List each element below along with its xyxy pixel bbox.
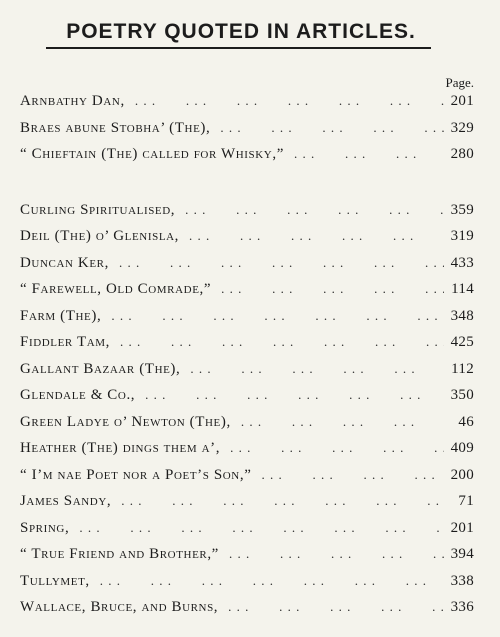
dot-leader — [220, 435, 444, 462]
dot-leader — [179, 223, 444, 250]
index-entry — [20, 541, 474, 568]
entry-page-number: 319 — [450, 228, 474, 244]
entry-page-number: 409 — [450, 440, 474, 456]
entry-title: Duncan Ker, — [20, 254, 109, 271]
entry-page-number: 433 — [450, 254, 474, 271]
dot-leader — [90, 568, 444, 595]
dot-leader — [251, 462, 444, 489]
index-entry — [20, 250, 474, 277]
entry-title: Farm (The), — [20, 307, 102, 324]
entry-title: “ True Friend and Brother,” — [20, 546, 219, 562]
index-entry — [20, 276, 474, 303]
index-entry — [20, 356, 474, 383]
entry-title: “ I’m nae Poet nor a Poet’s Son,” — [20, 466, 252, 483]
index-entry — [20, 568, 474, 595]
title-underline — [46, 47, 431, 49]
dot-leader — [135, 382, 444, 409]
entry-page-number: 114 — [451, 281, 474, 297]
entry-page-number: 338 — [450, 572, 474, 589]
entry-page-number: 394 — [450, 546, 474, 562]
entry-title: Deil (The) o’ Glenisla, — [20, 228, 180, 244]
dot-leader — [109, 250, 444, 277]
dot-leader — [210, 115, 444, 142]
entry-page-number: 71 — [458, 493, 474, 509]
entry-page-number: 46 — [458, 413, 474, 430]
dot-leader — [111, 488, 444, 515]
entry-title: Gallant Bazaar (The), — [20, 360, 181, 377]
entry-title: Glendale & Co., — [20, 387, 136, 403]
entry-title: Curling Spiritualised, — [20, 201, 176, 218]
index-entry — [20, 115, 474, 142]
index-entry — [20, 329, 474, 356]
dot-leader — [218, 594, 444, 621]
index-entry — [20, 382, 474, 409]
dot-leader — [110, 329, 444, 356]
entry-page-number: 336 — [450, 599, 474, 615]
dot-leader — [211, 276, 444, 303]
entry-page-number: 348 — [450, 307, 474, 324]
entry-title: Tullymet, — [20, 572, 90, 589]
entry-title: Fiddler Tam, — [20, 334, 110, 350]
page-column-header: Page. — [445, 75, 474, 90]
entry-title: James Sandy, — [20, 493, 112, 509]
entry-page-number: 329 — [450, 119, 474, 136]
index-entry — [20, 88, 474, 115]
dot-leader — [69, 515, 444, 542]
entry-title: Wallace, Bruce, and Burns, — [20, 599, 219, 615]
entry-page-number: 350 — [450, 387, 474, 403]
page-title: POETRY QUOTED IN ARTICLES. — [66, 20, 416, 43]
dot-leader — [231, 409, 444, 436]
entry-page-number: 425 — [450, 334, 474, 350]
entry-page-number: 359 — [450, 201, 474, 218]
dot-leader — [175, 197, 444, 224]
entry-list — [20, 88, 474, 621]
entry-page-number: 112 — [451, 360, 474, 377]
index-entry — [20, 303, 474, 330]
entry-title: “ Chieftain (The) called for Whisky,” — [20, 146, 284, 162]
entry-title: Braes abune Stobha’ (The), — [20, 119, 211, 136]
dot-leader — [180, 356, 444, 383]
index-entry — [20, 435, 474, 462]
dot-leader — [101, 303, 444, 330]
index-entry — [20, 409, 474, 436]
index-entry — [20, 223, 474, 250]
index-entry — [20, 197, 474, 224]
entry-title: Heather (The) dings them a’, — [20, 440, 221, 456]
dot-leader — [125, 88, 444, 115]
entry-page-number: 280 — [450, 146, 474, 162]
index-entry — [20, 515, 474, 542]
entry-title: Arnbathy Dan, — [20, 93, 125, 109]
index-entry — [20, 141, 474, 168]
entry-title: Spring, — [20, 519, 70, 536]
entry-title: Green Ladye o’ Newton (The), — [20, 413, 231, 430]
index-entry — [20, 594, 474, 621]
dot-leader — [284, 141, 444, 168]
entry-page-number: 201 — [450, 519, 474, 536]
dot-leader — [219, 541, 444, 568]
entry-title: “ Farewell, Old Comrade,” — [20, 281, 212, 297]
index-entry — [20, 488, 474, 515]
index-entry — [20, 462, 474, 489]
entry-page-number: 201 — [450, 93, 474, 109]
entry-page-number: 200 — [450, 466, 474, 483]
